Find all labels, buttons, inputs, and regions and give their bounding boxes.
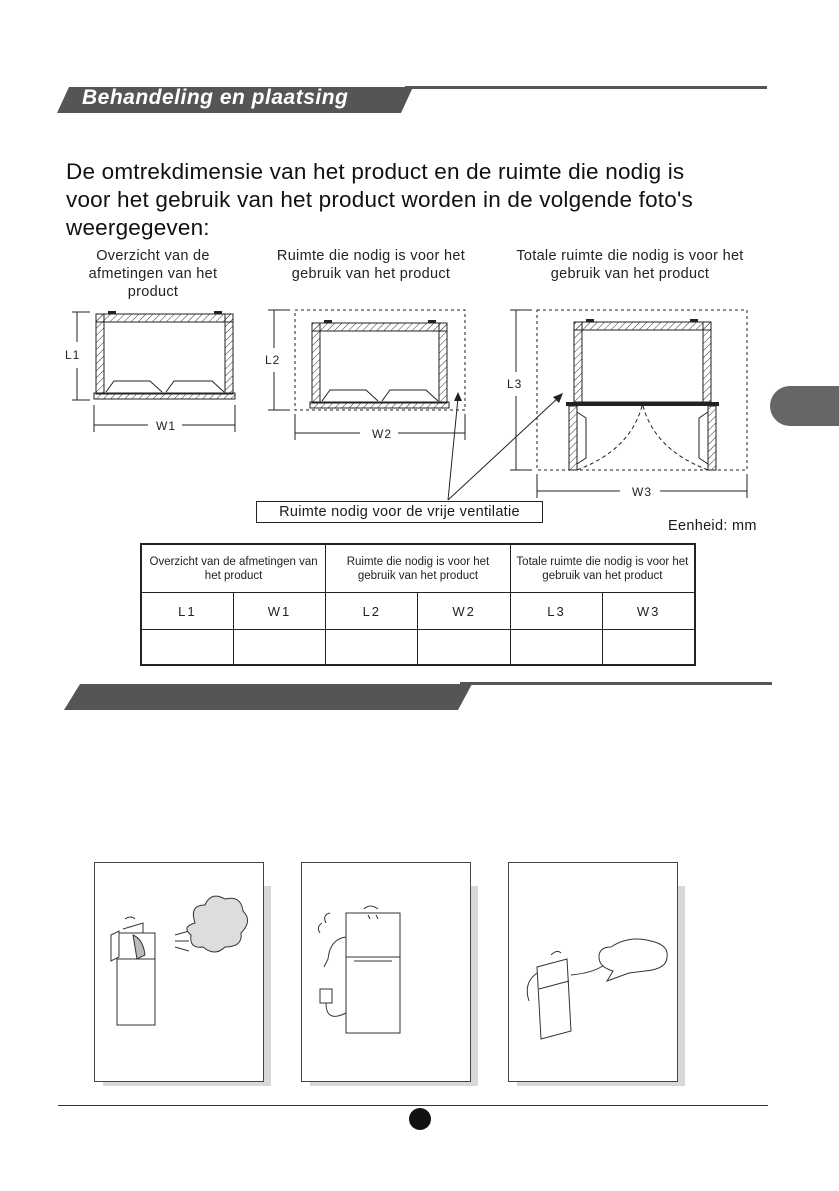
illustration-card-2 [301, 862, 471, 1082]
ventilation-arrows [448, 392, 563, 500]
dimension-diagrams [0, 300, 839, 515]
column-header: W2 [418, 593, 510, 630]
page-number-marker [409, 1108, 431, 1130]
table-group-total: Totale ruimte die nodig is voor het gebruik van het product [510, 544, 695, 593]
usage-caption: Ruimte die nodig is voor het gebruik van het product [276, 248, 466, 282]
footer-rule [58, 1105, 768, 1106]
column-header: L3 [510, 593, 602, 630]
side-chapter-tab [770, 386, 839, 426]
table-group-usage: Ruimte die nodig is voor het gebruik van het product [326, 544, 511, 593]
overview-diagram [72, 311, 235, 432]
illustration-card-3 [508, 862, 678, 1082]
table-group-overview: Overzicht van de afmetingen van het product [141, 544, 326, 593]
ventilation-label: Ruimte nodig voor de vrije ventilatie [256, 501, 543, 523]
dimensions-table [140, 543, 696, 666]
fridge-open-smell-icon [95, 863, 263, 1081]
l3-label: L3 [507, 377, 523, 391]
column-header: W1 [233, 593, 325, 630]
column-header: L2 [326, 593, 418, 630]
usage-diagram [268, 310, 465, 440]
unit-label: Eenheid: mm [668, 518, 757, 534]
table-cell [603, 630, 695, 666]
illustration-card-1 [94, 862, 264, 1082]
second-section-banner [60, 680, 775, 712]
intro-text: De omtrekdimensie van het product en de ruimte die nodig is voor het gebruik van het product worden in de volgende foto's weergegeven: [66, 159, 693, 240]
total-diagram [510, 310, 747, 498]
fridge-plug-icon [302, 863, 470, 1081]
fridge-talking-icon [509, 863, 677, 1081]
column-header: W3 [603, 593, 695, 630]
section-title: Behandeling en plaatsing [82, 86, 349, 109]
table-cell [418, 630, 510, 666]
table-cell [326, 630, 418, 666]
w2-label: W2 [372, 427, 392, 441]
column-header: L1 [141, 593, 233, 630]
overview-caption: Overzicht van de afmetingen van het product [88, 248, 218, 300]
table-cell [233, 630, 325, 666]
table-cell [510, 630, 602, 666]
total-caption: Totale ruimte die nodig is voor het gebruik van het product [516, 248, 744, 282]
l2-label: L2 [265, 353, 281, 367]
w3-label: W3 [632, 485, 652, 499]
l1-label: L1 [65, 348, 81, 362]
w1-label: W1 [156, 419, 176, 433]
table-cell [141, 630, 233, 666]
